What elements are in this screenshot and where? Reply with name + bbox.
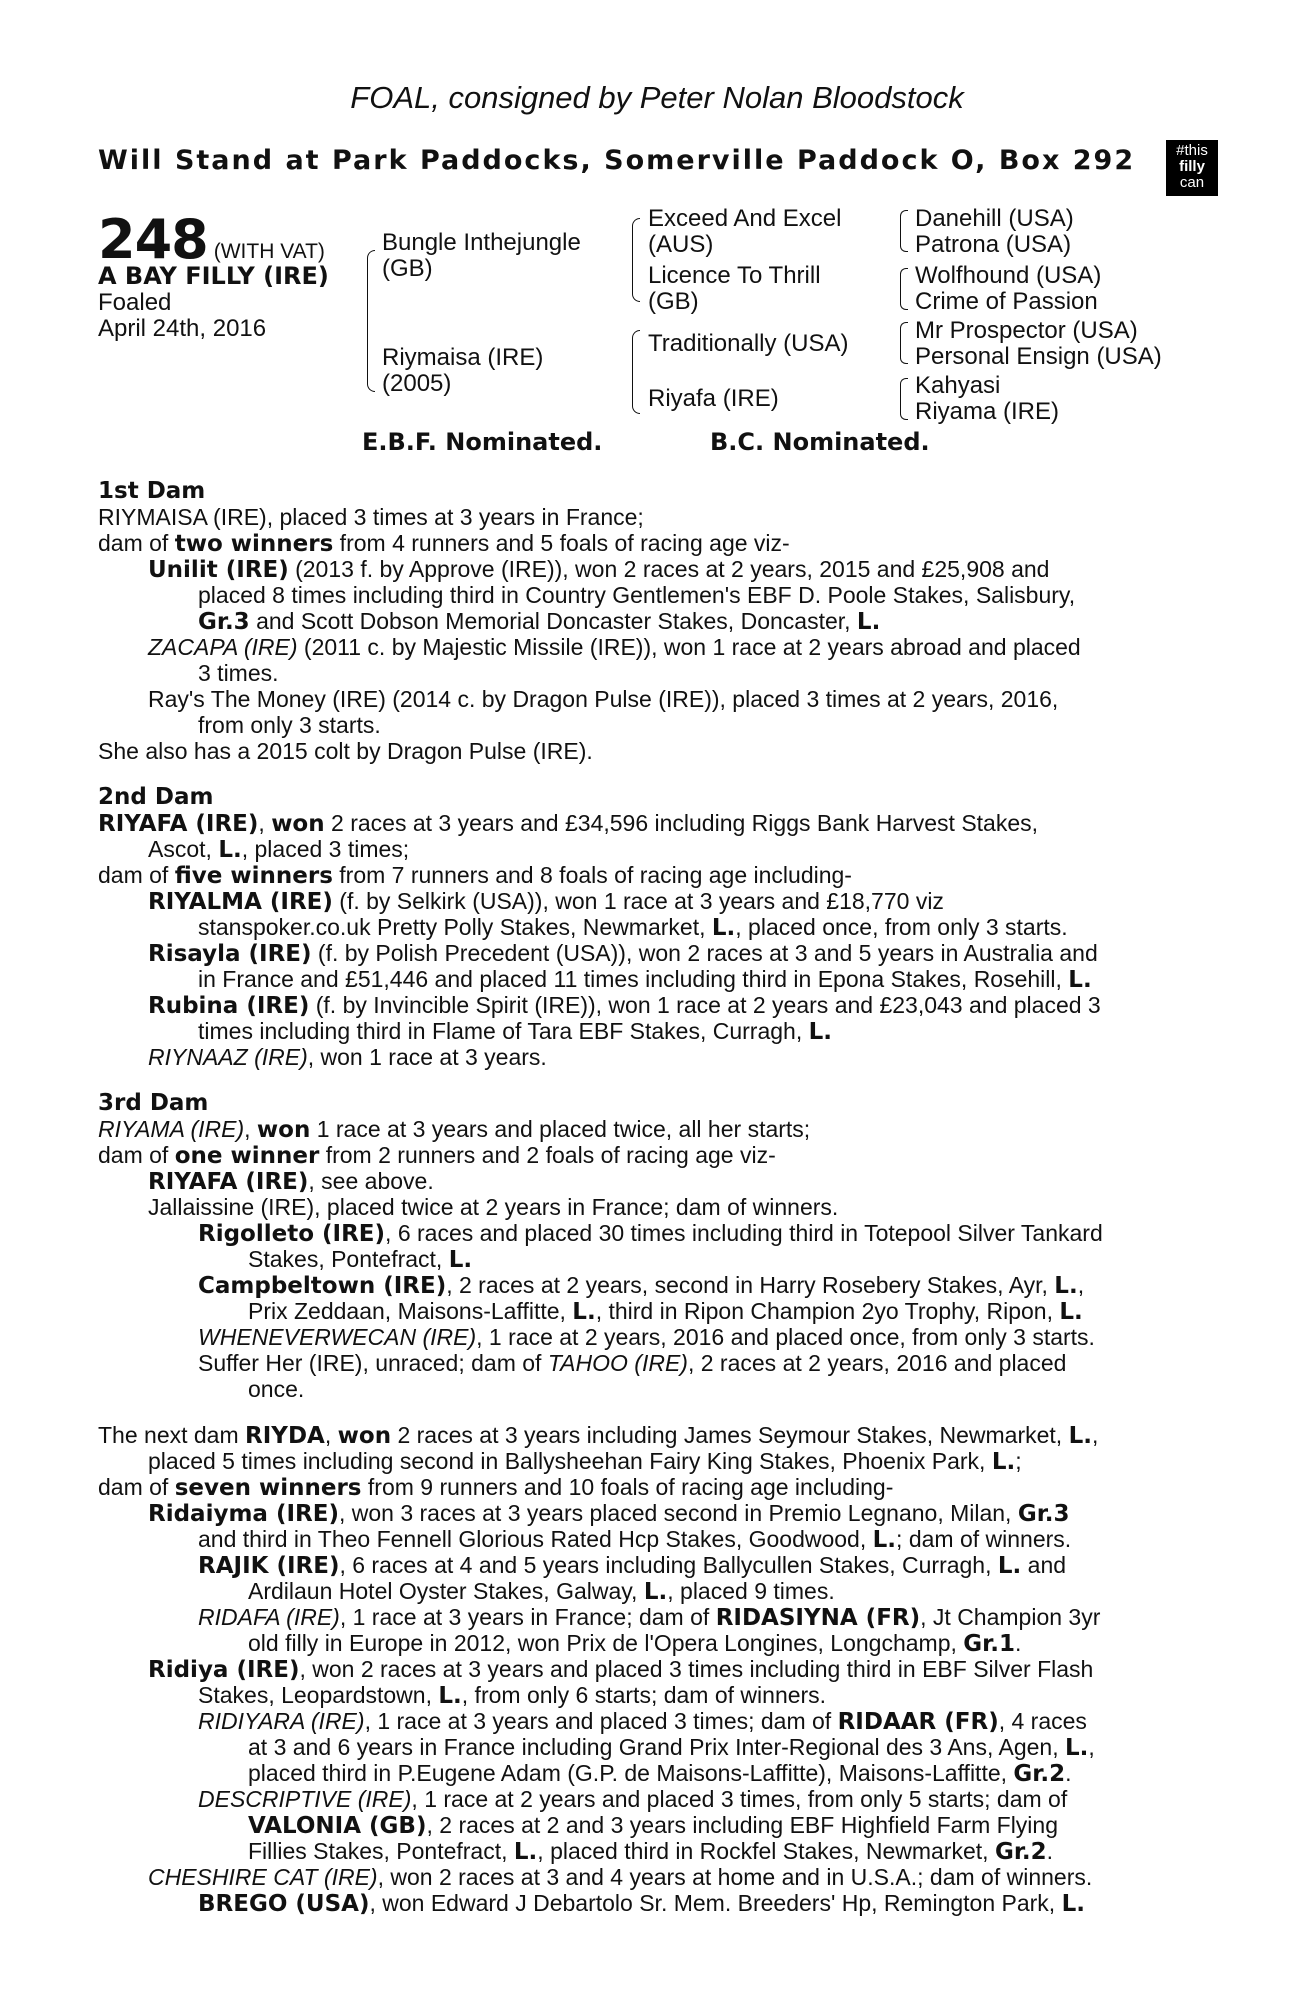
bracket [900,378,908,420]
text-line [148,992,1101,1019]
text-run: , 1 race at 3 years in France; dam of [339,1604,716,1630]
text-line [198,1890,1085,1917]
text-run: . [1014,1630,1022,1656]
text-run: , from only 6 starts; dam of winners. [461,1682,827,1708]
text-run: Gr.2 [994,1839,1047,1865]
text-run: , 1 race at 3 years and placed 3 times; dam of [364,1708,838,1734]
text-run: Unilit (IRE) [148,557,289,583]
text-run: (f. by Invincible Spirit (IRE)), won 1 race at 2 years and £23,043 and placed 3 [309,992,1101,1018]
pedigree-sire-dam [648,263,821,315]
ancestor: Danehill (USA) [915,205,1074,232]
text-line [148,888,944,915]
text-run: (f. by Selkirk (USA)), won 1 race at 3 years and £18,770 viz [332,888,944,914]
bracket [632,330,640,414]
text-run: RIYNAAZ (IRE) [148,1044,308,1070]
text-line [148,1656,1093,1683]
text-run: Gr.2 [1013,1761,1066,1787]
text-run: , won 1 race at 3 years. [307,1044,547,1070]
text-run: The next dam [98,1422,246,1448]
text-line [98,1422,1098,1449]
text-run: , 1 race at 2 years and placed 3 times, from only 5 starts; dam of [411,1786,1068,1812]
text-run: RIDAFA (IRE) [198,1604,340,1630]
text-run: . [1046,1838,1054,1864]
text-run: , 6 races at 4 and 5 years including Ballycullen Stakes, Curragh, [339,1552,998,1578]
text-line [148,634,1081,660]
text-run: VALONIA (GB) [248,1813,427,1839]
text-run: Campbeltown (IRE) [198,1273,447,1299]
pedigree-dam-sire: Traditionally (USA) [648,330,849,357]
text-run: (2013 f. by Approve (IRE)), won 2 races at 2 years, 2015 and £25,908 and [288,556,1050,582]
ebf-nomination: E.B.F. Nominated. [362,428,603,456]
text-run: old filly in Europe in 2012, won Prix de l'Opera Longines, Longchamp, [248,1630,964,1656]
text-run: dam of [98,530,175,556]
text-run: DESCRIPTIVE (IRE) [198,1786,412,1812]
sire-sire-origin: (AUS) [648,231,714,258]
text-run: , [1092,1422,1099,1448]
text-line [248,1630,1021,1657]
text-run: from 9 runners and 10 foals of racing age including- [361,1474,894,1500]
text-run: L. [218,837,242,863]
text-run: 2 races at 3 years and £34,596 including Riggs Bank Harvest Stakes, [324,810,1039,836]
text-run: from 7 runners and 8 foals of racing age including- [332,862,852,888]
text-run: RIDAAR (FR) [837,1709,999,1735]
text-run: TAHOO (IRE) [547,1350,688,1376]
text-run: Suffer Her (IRE), unraced; dam of [198,1350,548,1376]
bracket [632,218,640,302]
text-run: L. [1061,1891,1085,1917]
this-filly-can-badge [1166,140,1218,196]
text-run: Gr.3 [198,609,250,635]
lot-number: 248 [98,208,208,271]
badge-line: #this [1176,142,1208,159]
text-run: L. [991,1449,1016,1475]
sire-dam-origin: (GB) [648,288,699,315]
text-run: , placed third in Rockfel Stakes, Newmarket, [537,1838,995,1864]
text-run: , won Edward J Debartolo Sr. Mem. Breeders' Hp, Remington Park, [369,1890,1062,1916]
text-line [198,1526,1071,1553]
bracket [900,268,908,310]
text-run: , 2 races at 2 years, second in Harry Rosebery Stakes, Ayr, [446,1272,1055,1298]
text-line [148,836,409,863]
text-line [198,966,1092,993]
ancestor: Wolfhound (USA) [915,262,1102,289]
text-run: Ridaiyma (IRE) [148,1501,339,1527]
text-run: Gr.1 [963,1631,1015,1657]
dam-year: (2005) [382,370,452,397]
text-run: RIDIYARA (IRE) [198,1708,365,1734]
text-line [198,1604,1100,1631]
text-line [248,1246,472,1273]
stand-location: Will Stand at Park Paddocks, Somerville Paddock O, Box 292 [98,145,1136,176]
text-line [198,608,880,635]
text-run: RIYALMA (IRE) [148,889,333,915]
text-run: , third in Ripon Champion 2yo Trophy, Ripon, [595,1298,1060,1324]
text-line [198,1350,1066,1376]
text-line [198,1552,1066,1579]
text-run: in France and £51,446 and placed 11 times including third in Epona Stakes, Rosehill, [198,966,1069,992]
ancestor: Mr Prospector (USA) [915,317,1138,344]
pedigree-g1 [915,206,1074,258]
text-line [98,530,790,557]
pedigree-sire [382,230,581,282]
text-run: Gr.3 [1017,1501,1070,1527]
text-line [98,1116,810,1143]
text-run: L. [711,915,736,941]
text-run: won [271,811,325,837]
pedigree-g3 [915,318,1162,370]
text-line [248,1812,1058,1839]
text-line [98,1142,776,1169]
sire-origin: (GB) [382,255,433,282]
text-run: Stakes, Leopardstown, [198,1682,439,1708]
text-run: RIYAFA (IRE) [148,1169,309,1195]
text-run: two winners [174,531,334,557]
sire-name: Bungle Inthejungle [382,229,581,256]
pedigree-dam [382,345,543,397]
text-line [98,862,852,889]
text-run: Ascot, [148,836,219,862]
text-run: and Scott Dobson Memorial Doncaster Stakes, Doncaster, [249,608,857,634]
text-run: , see above. [308,1168,434,1194]
pedigree-g2 [915,263,1101,315]
text-run: Rubina (IRE) [148,993,310,1019]
text-run: , [1088,1734,1095,1760]
text-line [148,1448,1022,1475]
sire-dam-name: Licence To Thrill [648,262,821,289]
text-run: L. [872,1527,897,1553]
text-run: L. [808,1019,833,1045]
text-line [248,1838,1053,1865]
text-run: L. [856,609,881,635]
text-run: L. [1054,1273,1078,1299]
text-run: Risayla (IRE) [148,941,312,967]
text-run: , won 3 races at 3 years placed second in Premio Legnano, Milan, [338,1500,1018,1526]
text-line [198,1682,826,1709]
horse-name: A BAY FILLY (IRE) [98,262,329,290]
foaled-info [98,290,266,342]
text-run: WHENEVERWECAN (IRE) [198,1324,477,1350]
bracket [900,210,908,252]
text-run: , won 2 races at 3 years and placed 3 times including third in EBF Silver Flash [299,1656,1094,1682]
consignment-line: FOAL, consigned by Peter Nolan Bloodstock [350,80,964,115]
text-line: 3 times. [198,660,279,686]
text-run: placed 5 times including second in Ballysheehan Fairy King Stakes, Phoenix Park, [148,1448,992,1474]
text-run: RAJIK (IRE) [198,1553,340,1579]
text-run: , placed 3 times; [241,836,410,862]
text-line [148,1044,547,1070]
text-line [198,1220,1103,1247]
text-line: Ray's The Money (IRE) (2014 c. by Dragon Pulse (IRE)), placed 3 times at 2 years, 2016, [148,686,1059,712]
first-dam-title: 1st Dam [98,478,206,504]
text-run: from 4 runners and 5 foals of racing age viz- [333,530,790,556]
bracket [900,322,908,364]
second-dam-title: 2nd Dam [98,784,214,810]
text-run: ; dam of winners. [896,1526,1072,1552]
text-run: , [1077,1272,1085,1298]
text-run: (2011 c. by Majestic Missile (IRE)), won 1 race at 2 years abroad and placed [297,634,1081,660]
text-run: dam of [98,1142,175,1168]
text-run: times including third in Flame of Tara EBF Stakes, Curragh, [198,1018,809,1044]
text-run: RIYAMA (IRE) [98,1116,245,1142]
text-line [248,1734,1095,1761]
text-run: from 2 runners and 2 foals of racing age viz- [319,1142,776,1168]
text-line: She also has a 2015 colt by Dragon Pulse (IRE). [98,738,593,764]
text-run: seven winners [174,1475,362,1501]
badge-line: filly [1179,158,1205,175]
text-run: ZACAPA (IRE) [148,634,298,660]
text-run: . [1065,1760,1072,1786]
text-line [198,1708,1087,1735]
text-run: Prix Zeddaan, Maisons-Laffitte, [248,1298,573,1324]
text-line: from only 3 starts. [198,712,381,738]
text-run: Rigolleto (IRE) [198,1221,386,1247]
text-run: dam of [98,1474,175,1500]
text-run: at 3 and 6 years in France including Grand Prix Inter-Regional des 3 Ans, Agen, [248,1734,1065,1760]
foaled-date: April 24th, 2016 [98,315,267,342]
text-run: L. [572,1299,596,1325]
text-run: and third in Theo Fennell Glorious Rated Hcp Stakes, Goodwood, [198,1526,873,1552]
text-line [198,1324,1095,1350]
dam-name: Riymaisa (IRE) [382,344,544,371]
bc-nomination: B.C. Nominated. [710,428,930,456]
text-run: , [258,810,272,836]
text-run: L. [643,1579,668,1605]
text-line [148,1168,434,1195]
text-run: , 2 races at 2 years, 2016 and placed [687,1350,1067,1376]
text-run: , 6 races and placed 30 times including third in Totepool Silver Tankard [385,1220,1103,1246]
text-line: Jallaissine (IRE), placed twice at 2 years in France; dam of winners. [148,1194,839,1220]
pedigree-dam-dam: Riyafa (IRE) [648,385,779,412]
text-run: L. [438,1683,462,1709]
text-line [198,914,1068,941]
ancestor: Personal Ensign (USA) [915,343,1162,370]
text-run: dam of [98,862,175,888]
text-run: five winners [174,863,333,889]
text-run: stanspoker.co.uk Pretty Polly Stakes, Newmarket, [198,914,712,940]
text-line [98,810,1038,837]
text-run: ; [1015,1448,1022,1474]
text-run: RIDASIYNA (FR) [715,1605,921,1631]
ancestor: Patrona (USA) [915,231,1072,258]
text-run: , placed once, from only 3 starts. [735,914,1068,940]
text-run: L. [1068,967,1092,993]
text-run: Fillies Stakes, Pontefract, [248,1838,514,1864]
text-run: , won 2 races at 3 and 4 years at home and in U.S.A.; dam of winners. [377,1864,1093,1890]
text-run: placed third in P.Eugene Adam (G.P. de Maisons-Laffitte), Maisons-Laffitte, [248,1760,1014,1786]
ancestor: Kahyasi [915,372,1001,399]
text-run: , 1 race at 2 years, 2016 and placed once, from only 3 starts. [476,1324,1095,1350]
third-dam-title: 3rd Dam [98,1090,209,1116]
text-line [148,1500,1070,1527]
ancestor: Crime of Passion [915,288,1098,315]
text-run: L. [997,1553,1022,1579]
text-line [148,556,1199,583]
text-run: Ardilaun Hotel Oyster Stakes, Galway, [248,1578,644,1604]
text-line [248,1298,1083,1325]
text-line [98,1474,893,1501]
badge-line: can [1179,174,1205,191]
text-run: RIYAFA (IRE) [98,811,259,837]
sire-sire-name: Exceed And Excel [648,205,842,232]
text-run: 2 races at 3 years including James Seymour Stakes, Newmarket, [391,1422,1069,1448]
text-line: RIYMAISA (IRE), placed 3 times at 3 years in France; [98,504,644,530]
text-run: L. [1064,1735,1089,1761]
vat-note: (WITH VAT) [213,240,325,263]
ancestor: Riyama (IRE) [915,398,1060,425]
text-line: placed 8 times including third in Country Gentlemen's EBF D. Poole Stakes, Salisbury, [198,582,1076,608]
text-line: once. [248,1376,305,1402]
text-run: and [1021,1552,1067,1578]
text-line [148,940,1098,967]
text-run: BREGO (USA) [198,1891,370,1917]
text-line [198,1786,1067,1812]
text-run: RIYDA [245,1423,325,1449]
text-run: , 4 races [998,1708,1087,1734]
text-line [248,1760,1071,1787]
text-run: L. [1059,1299,1083,1325]
text-run: won [256,1117,311,1143]
text-run: , [324,1422,338,1448]
pedigree-g4 [915,373,1059,425]
foaled-label: Foaled [98,289,172,316]
text-line [198,1272,1084,1299]
text-run: one winner [174,1143,320,1169]
text-run: won [337,1423,392,1449]
text-run: 1 race at 3 years and placed twice, all her starts; [310,1116,811,1142]
text-run: L. [513,1839,538,1865]
text-run: , [244,1116,257,1142]
pedigree-sire-sire [648,206,841,258]
text-run: L. [448,1247,473,1273]
text-run: (f. by Polish Precedent (USA)), won 2 races at 3 and 5 years in Australia and [311,940,1098,966]
bracket [367,250,375,392]
text-line [198,1018,832,1045]
text-run: CHESHIRE CAT (IRE) [148,1864,378,1890]
text-run: , 2 races at 2 and 3 years including EBF Highfield Farm Flying [426,1812,1058,1838]
text-run: , placed 9 times. [667,1578,835,1604]
text-run: Ridiya (IRE) [148,1657,300,1683]
text-run: , Jt Champion 3yr [920,1604,1101,1630]
text-run: Stakes, Pontefract, [248,1246,449,1272]
text-run: L. [1068,1423,1092,1449]
text-line [248,1578,835,1605]
text-line [148,1864,1092,1890]
